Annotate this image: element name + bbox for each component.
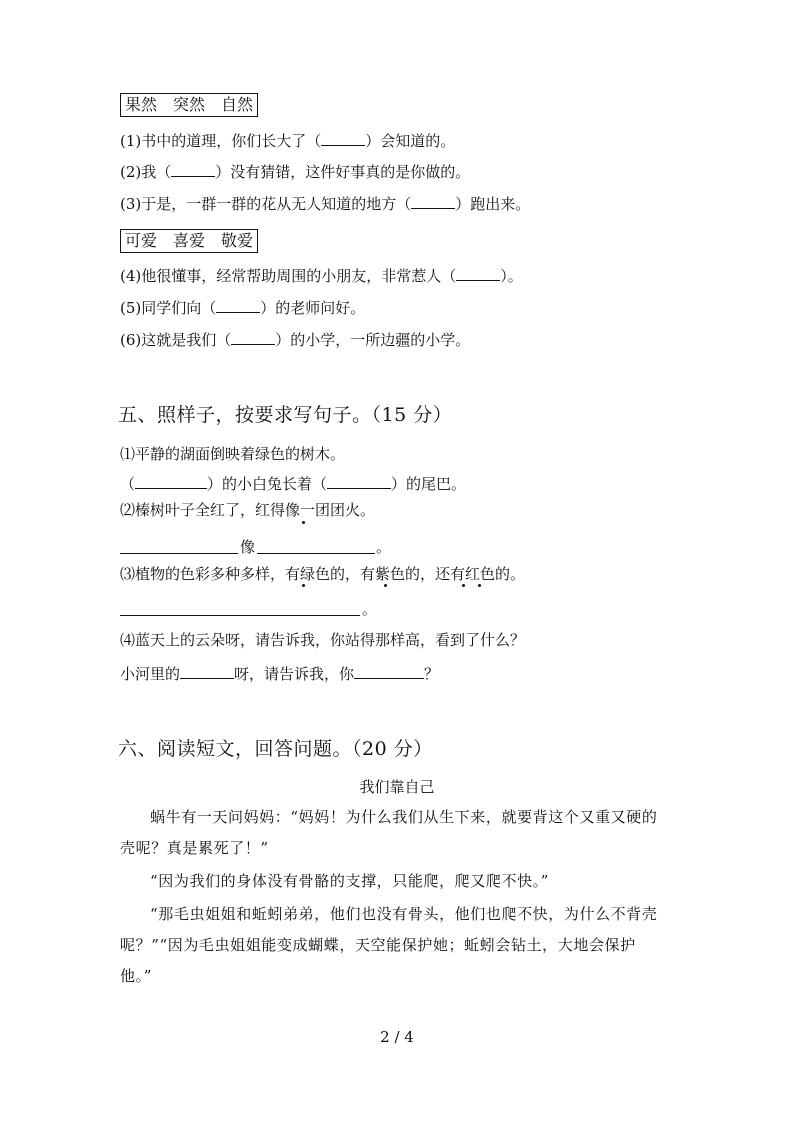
question-text: 我（: [141, 163, 172, 181]
question-text: ）的老师问好。: [260, 299, 366, 317]
passage-p1-line1: 蜗牛有一天问妈妈：“妈妈！为什么我们从生下来，就要背这个又重又硬的: [150, 808, 658, 826]
passage-p3-line1: “那毛虫姐姐和蚯蚓弟弟，他们也没有骨头，他们也爬不快，为什么不背壳: [150, 905, 658, 923]
answer-blank[interactable]: [411, 194, 455, 209]
exercise-2-blank-a[interactable]: [120, 553, 238, 554]
exercise-2-mid: 像: [240, 538, 256, 556]
question-5: [120, 298, 365, 318]
question-text: ）会知道的。: [365, 132, 456, 150]
answer-blank[interactable]: [327, 474, 391, 489]
question-text: 书中的道理，你们长大了（: [141, 132, 322, 150]
answer-blank[interactable]: [321, 131, 365, 146]
question-number: (6): [120, 331, 142, 349]
exercise-3-blank[interactable]: [120, 615, 360, 616]
exercise-3-example: ⑶植物的色彩多种多样，有绿色的，有紫色的，还有红色的。: [120, 565, 526, 583]
section-6-heading: 六、阅读短文，回答问题。（20 分）: [118, 738, 433, 760]
exercise-4-answer: [120, 664, 439, 684]
answer-blank[interactable]: [456, 266, 500, 281]
exercise-1-answer: [120, 474, 466, 494]
emphasis-dot: [302, 521, 305, 524]
word-box-1: [120, 93, 258, 117]
word-box-1-text: 果然 突然 自然: [125, 95, 254, 114]
question-number: (3): [120, 195, 142, 213]
question-1: [120, 131, 455, 151]
answer-text: 小河里的: [120, 665, 181, 683]
question-text: 同学们向（: [141, 299, 217, 317]
exercise-2-end: 。: [376, 538, 392, 556]
question-number: (4): [120, 267, 142, 285]
question-number: (2): [120, 163, 142, 181]
answer-text: （: [120, 475, 136, 493]
question-6: [120, 330, 470, 350]
answer-text: 呀，请告诉我，你: [234, 665, 355, 683]
passage-p1-line2: 壳呢？真是累死了！”: [120, 839, 269, 857]
exercise-2-blank-b[interactable]: [257, 553, 375, 554]
passage-p3-line3: 他。”: [120, 967, 152, 985]
answer-blank[interactable]: [135, 474, 207, 489]
passage-title: 我们靠自己: [359, 778, 435, 796]
word-box-2: [120, 229, 258, 253]
emphasis-dot: [462, 584, 465, 587]
answer-blank[interactable]: [354, 664, 424, 679]
emphasis-dot: [302, 584, 305, 587]
question-text: ）。: [500, 267, 523, 285]
emphasis-dot: [478, 584, 481, 587]
page-number: 2 / 4: [380, 1028, 414, 1046]
word-box-2-text: 可爱 喜爱 敬爱: [125, 231, 254, 250]
question-2: [120, 162, 470, 182]
question-number: (5): [120, 299, 142, 317]
answer-text: ）的尾巴。: [391, 475, 467, 493]
exercise-1-example: ⑴平静的湖面倒映着绿色的树木。: [120, 445, 346, 463]
question-text: ）的小学，一所边疆的小学。: [275, 331, 471, 349]
question-number: (1): [120, 132, 142, 150]
question-text: 他很懂事，经常帮助周围的小朋友，非常惹人（: [141, 267, 457, 285]
answer-blank[interactable]: [171, 162, 215, 177]
answer-text: ）的小白兔长着（: [207, 475, 328, 493]
question-text: ）没有猜错，这件好事真的是你做的。: [215, 163, 471, 181]
emphasis-dot: [384, 584, 387, 587]
answer-blank[interactable]: [216, 298, 260, 313]
answer-blank[interactable]: [180, 664, 234, 679]
question-text: 这就是我们（: [141, 331, 232, 349]
passage-p3-line2: 呢？”“因为毛虫姐姐能变成蝴蝶，天空能保护她；蚯蚓会钻土，大地会保护: [120, 936, 636, 954]
exercise-2-example: ⑵榛树叶子全红了，红得像一团团火。: [120, 501, 376, 519]
exercise-3-end: 。: [362, 600, 378, 618]
passage-p2: “因为我们的身体没有骨骼的支撑，只能爬，爬又爬不快。”: [150, 872, 550, 890]
question-text: ）跑出来。: [455, 195, 531, 213]
question-text: 于是，一群一群的花从无人知道的地方（: [141, 195, 412, 213]
question-3: [120, 194, 530, 214]
exercise-4-example: ⑷蓝天上的云朵呀，请告诉我，你站得那样高，看到了什么？: [120, 631, 526, 649]
section-5-heading: 五、照样子，按要求写句子。（15 分）: [118, 404, 453, 426]
answer-blank[interactable]: [231, 330, 275, 345]
answer-text: ？: [424, 665, 440, 683]
question-4: [120, 266, 523, 286]
